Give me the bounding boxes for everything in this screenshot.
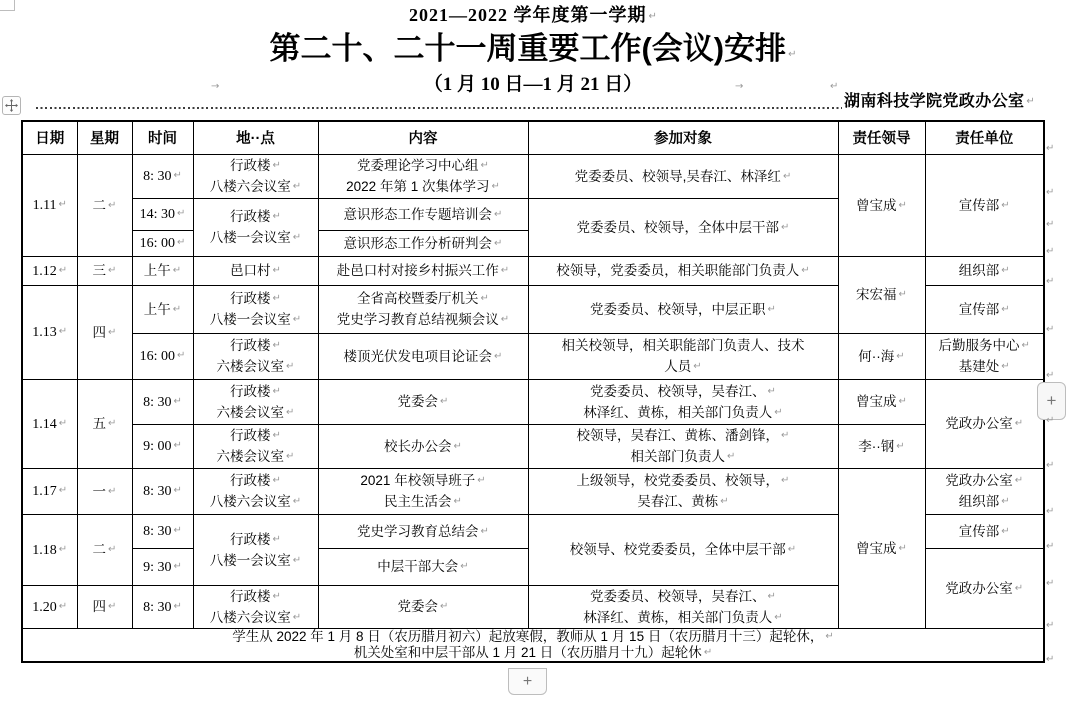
paragraph-mark-icon: ↵ [500, 265, 510, 276]
paragraph-mark-icon: ↵ [1014, 418, 1024, 429]
paragraph-mark-icon: ↵ [1046, 578, 1055, 589]
paragraph-mark-icon: ↵ [1046, 370, 1055, 381]
cell-text-line: 上午 [143, 301, 171, 317]
cell-text-line: 8: 30 [143, 394, 172, 410]
page-title-text: 第二十、二十一周重要工作(会议)安排 [269, 31, 787, 66]
paragraph-mark-icon: ↵ [781, 430, 790, 441]
paragraph-mark-icon: ↵ [453, 440, 462, 452]
paragraph-mark-icon: ↵ [173, 525, 182, 536]
cell-text-line: 三 [92, 263, 107, 278]
cell-text-line: 林泽红、黄栋，相关部门负责人 [583, 609, 773, 625]
paragraph-mark-icon: ↵ [108, 485, 117, 497]
paragraph-mark-icon: ↵ [108, 265, 117, 276]
paragraph-mark-icon: ↵ [781, 475, 790, 486]
cell-text-line: 八楼六会议室 [209, 494, 291, 509]
cell-unit [925, 468, 1044, 514]
cell-text-line: 组织部 [958, 263, 1000, 278]
cell-leader [838, 333, 925, 379]
cell-unit [925, 256, 1044, 285]
paragraph-mark-icon: ↵ [774, 406, 783, 418]
cell-text-line: 党政办公室 [945, 580, 1013, 596]
cell-text-line: 校领导，党委委员，相关职能部门负责人 [556, 263, 800, 278]
cell-text-line: 校长办公会 [384, 438, 452, 454]
cell-text-line: 党委委员、校领导，吴春江、 [590, 588, 766, 604]
paragraph-mark-icon: ↵ [453, 496, 462, 507]
cell-time [132, 230, 193, 256]
cell-content [318, 333, 528, 379]
paragraph-mark-icon: ↵ [460, 561, 469, 572]
paragraph-mark-icon: ↵ [58, 199, 67, 210]
cell-weekday [77, 514, 132, 585]
cell-text-line: 楼顶光伏发电项目论证会 [343, 348, 493, 364]
paragraph-mark-icon: ↵ [440, 396, 449, 407]
cell-text-line: 8: 30 [143, 524, 172, 539]
footer-note-line: 学生从 2022 年 1 月 8 日（农历腊月初六）起放寒假，教师从 1 月 15 日（农历腊月十三）起轮休， [232, 628, 824, 644]
cell-place [193, 154, 318, 198]
footer-note-line: 机关处室和中层干部从 1 月 21 日（农历腊月十九）起轮休 [353, 644, 702, 660]
schedule-table [21, 120, 1045, 663]
paragraph-mark-icon: ↵ [1046, 187, 1055, 198]
paragraph-mark-icon: ↵ [272, 533, 281, 545]
cell-text-line: 八楼一会议室 [209, 312, 291, 327]
cell-unit [925, 548, 1044, 628]
cell-date [22, 256, 77, 285]
cell-leader [838, 468, 925, 628]
cell-place [193, 285, 318, 333]
cell-time [132, 154, 193, 198]
cell-text-line: 1.13 [32, 325, 57, 340]
cell-text-line: 意识形态工作分析研判会 [343, 235, 493, 251]
paragraph-mark-icon: ↵ [177, 208, 186, 219]
paragraph-mark-icon: ↵ [801, 265, 810, 276]
paragraph-mark-icon: ↵ [480, 293, 489, 304]
cell-text-line: 行政楼 [230, 338, 271, 353]
paragraph-mark-icon: ↵ [774, 611, 783, 623]
cell-text-line: 八楼六会议室 [209, 179, 291, 194]
paragraph-mark-icon: ↵ [272, 340, 281, 351]
cell-leader [838, 154, 925, 256]
paragraph-mark-icon: ↵ [898, 542, 907, 554]
cell-text-line: 1.18 [32, 542, 57, 558]
column-header-weekday: 星期 [77, 121, 132, 154]
paragraph-mark-icon: ↵ [898, 396, 907, 407]
cell-text-line: 曾宝成 [856, 540, 897, 556]
cell-text-line: 1.11 [32, 198, 57, 213]
paragraph-mark-icon: ↵ [173, 395, 182, 407]
cell-time [132, 198, 193, 230]
paragraph-mark-icon: ↵ [767, 303, 776, 315]
paragraph-mark-icon: ↵ [782, 170, 792, 182]
paragraph-mark-icon: ↵ [286, 451, 295, 462]
cell-text-line: 宣传部 [958, 197, 1000, 213]
cell-text-line: 六楼会议室 [216, 404, 285, 420]
cell-text-line: 16: 00 [139, 236, 175, 251]
paragraph-mark-icon: ↵ [58, 326, 68, 337]
table-add-column-button[interactable]: + [1037, 382, 1066, 420]
cell-text-line: 党委会 [397, 599, 439, 614]
paragraph-mark-icon: ↵ [494, 350, 503, 362]
cell-footer-note [22, 628, 1044, 662]
paragraph-mark-icon: ↵ [1026, 96, 1035, 107]
cell-text-line: 校领导、校党委委员，全体中层干部 [569, 542, 786, 557]
cell-weekday [77, 379, 132, 468]
cell-text-line: 全省高校暨委厅机关 [357, 291, 479, 306]
cell-text-line: 宋宏福 [856, 287, 897, 302]
cell-text-line: 宣传部 [958, 301, 1000, 317]
cell-time [132, 585, 193, 628]
paragraph-mark-icon: ↵ [292, 554, 302, 566]
paragraph-mark-icon: ↵ [58, 600, 68, 612]
paragraph-mark-icon: ↵ [272, 293, 281, 304]
paragraph-mark-icon: ↵ [1046, 541, 1055, 552]
cell-date [22, 514, 77, 585]
cell-text-line: 1.14 [32, 416, 57, 432]
cell-text-line: 党政办公室 [945, 416, 1013, 431]
cell-text-line: 上午 [143, 263, 171, 278]
cell-text-line: 9: 00 [143, 439, 172, 454]
paragraph-mark-icon: ↵ [494, 237, 503, 249]
paragraph-mark-icon: ↵ [1046, 506, 1055, 517]
cell-text-line: 二 [92, 197, 107, 213]
cell-participants [528, 285, 838, 333]
cell-content [318, 256, 528, 285]
cell-text-line: 8: 30 [143, 169, 172, 184]
cell-place [193, 256, 318, 285]
paragraph-mark-icon: ↵ [896, 440, 905, 452]
cell-text-line: 六楼会议室 [216, 449, 285, 464]
cell-text-line: 14: 30 [139, 207, 175, 222]
paragraph-mark-icon: ↵ [173, 560, 182, 572]
cell-text-line: 李··钢 [858, 438, 895, 454]
paragraph-mark-icon: ↵ [272, 475, 281, 486]
paragraph-mark-icon: ↵ [108, 326, 117, 338]
cell-content [318, 230, 528, 256]
paragraph-mark-icon: ↵ [480, 160, 489, 171]
cell-content [318, 198, 528, 230]
cell-text-line: 8: 30 [143, 484, 172, 499]
cell-text-line: 行政楼 [230, 158, 271, 173]
cell-time [132, 468, 193, 514]
paragraph-mark-icon: ↵ [720, 496, 729, 507]
paragraph-mark-icon: ↵ [787, 544, 797, 555]
cell-text-line: 16: 00 [139, 349, 175, 364]
cell-text-line: 1.20 [32, 599, 57, 615]
paragraph-mark-icon: ↵ [272, 590, 281, 602]
cell-text-line: 四 [92, 599, 107, 614]
cell-text-line: 吴春江、黄栋 [637, 494, 719, 509]
cell-text-line: 党委委员、校领导，中层正职 [590, 301, 766, 317]
cell-participants [528, 198, 838, 256]
cell-text-line: 党委理论学习中心组 [357, 158, 479, 173]
paragraph-mark-icon: ↵ [272, 265, 281, 276]
cell-time [132, 424, 193, 468]
paragraph-mark-icon: ↵ [272, 211, 281, 222]
cell-text-line: 党委委员、校领导,吴春江、林泽红 [574, 168, 781, 184]
cell-text-line: 校领导，吴春江、黄栋、潘剑锋， [576, 428, 780, 443]
paragraph-mark-icon: ↵ [172, 303, 182, 315]
cell-text-line: 相关校领导，相关职能部门负责人、技术 [561, 338, 805, 353]
cell-participants [528, 333, 838, 379]
cell-content [318, 548, 528, 585]
cell-weekday [77, 256, 132, 285]
cell-text-line: 党史学习教育总结视频会议 [336, 312, 499, 327]
paragraph-mark-icon: ↵ [1014, 582, 1024, 594]
paragraph-mark-icon: ↵ [1001, 265, 1010, 276]
paragraph-mark-icon: ↵ [58, 543, 68, 555]
paragraph-mark-icon: ↵ [898, 199, 907, 211]
cell-unit [925, 154, 1044, 256]
table-add-row-button[interactable]: + [508, 668, 547, 695]
cell-text-line: 行政楼 [230, 291, 271, 306]
paragraph-mark-icon: ↵ [480, 525, 489, 537]
paragraph-mark-icon: ↵ [727, 451, 736, 462]
paragraph-mark-icon: ↵ [1046, 143, 1055, 154]
column-header-leader: 责任领导 [838, 121, 925, 154]
cell-date [22, 468, 77, 514]
cell-participants [528, 585, 838, 628]
cell-unit [925, 285, 1044, 333]
paragraph-mark-icon: ↵ [500, 314, 510, 325]
cell-weekday [77, 468, 132, 514]
cell-date [22, 585, 77, 628]
paragraph-mark-icon: ↵ [108, 418, 117, 429]
cell-text-line: 2021 年校领导班子 [360, 473, 476, 488]
cell-text-line: 行政楼 [230, 588, 271, 604]
cell-time [132, 548, 193, 585]
paragraph-mark-icon: ↵ [173, 170, 182, 181]
paragraph-mark-icon: ↵ [1001, 361, 1010, 372]
cell-participants [528, 468, 838, 514]
paragraph-mark-icon: ↵ [1014, 475, 1024, 486]
cell-place [193, 379, 318, 424]
paragraph-mark-icon: ↵ [173, 440, 182, 451]
cell-content [318, 514, 528, 548]
cell-text-line: 民主生活会 [384, 494, 452, 509]
cell-date [22, 285, 77, 379]
paragraph-mark-icon: ↵ [177, 350, 186, 361]
paragraph-mark-icon: ↵ [1046, 324, 1055, 335]
cell-text-line: 二 [92, 542, 107, 557]
cell-participants [528, 379, 838, 424]
cell-unit [925, 379, 1044, 468]
cell-participants [528, 154, 838, 198]
cell-unit [925, 333, 1044, 379]
cell-time [132, 256, 193, 285]
paragraph-mark-icon: ↵ [825, 630, 834, 642]
paragraph-mark-icon: ↵ [172, 265, 182, 276]
paragraph-mark-icon: ↵ [898, 289, 907, 300]
cell-text-line: 党史学习教育总结会 [357, 523, 479, 539]
cell-text-line: 1.12 [32, 263, 57, 279]
paragraph-mark-icon: ↵ [1046, 620, 1055, 631]
semester-title-text: 2021—2022 学年度第一学期 [409, 5, 647, 25]
cell-text-line: 赴邑口村对接乡村振兴工作 [336, 263, 499, 278]
cell-date [22, 154, 77, 256]
paragraph-mark-icon: ↵ [272, 430, 281, 441]
cell-text-line: 党委会 [397, 394, 439, 409]
cell-place [193, 514, 318, 585]
cell-text-line: 宣传部 [958, 523, 1000, 539]
paragraph-mark-icon: ↵ [173, 485, 182, 496]
column-header-participants: 参加对象 [528, 121, 838, 154]
paragraph-mark-icon: ↵ [1046, 654, 1055, 665]
paragraph-mark-icon: ↵ [1001, 496, 1010, 507]
cell-text-line: 邑口村 [230, 263, 271, 278]
cell-text-line: 五 [92, 416, 107, 431]
paragraph-mark-icon: ↵ [781, 221, 790, 233]
paragraph-mark-icon: ↵ [292, 232, 302, 243]
paragraph-mark-icon: ↵ [491, 181, 500, 192]
cell-text-line: 2022 年第 1 次集体学习 [346, 179, 490, 194]
column-header-date: 日期 [22, 121, 77, 154]
paragraph-mark-icon: ↵ [788, 49, 797, 60]
page-title [0, 29, 1066, 75]
cell-text-line: 1.17 [32, 484, 57, 499]
cell-text-line: 行政楼 [230, 473, 271, 488]
cell-text-line: 党委委员、校领导，吴春江、 [590, 383, 766, 399]
paragraph-mark-icon: ↵ [108, 544, 117, 555]
cell-text-line: 八楼一会议室 [209, 230, 291, 245]
paragraph-mark-icon: ↵ [286, 361, 295, 372]
cell-time [132, 285, 193, 333]
cell-text-line: 中层干部大会 [377, 559, 459, 574]
cell-text-line: 基建处 [958, 359, 1000, 374]
cell-text-line: 林泽红、黄栋，相关部门负责人 [583, 404, 773, 420]
cell-text-line: 行政楼 [230, 383, 271, 399]
cell-content [318, 285, 528, 333]
cell-time [132, 333, 193, 379]
cell-text-line: 组织部 [958, 494, 1000, 509]
cell-text-line: 人员 [664, 359, 692, 374]
paragraph-mark-icon: ↵ [477, 475, 486, 486]
office-label [844, 93, 1035, 111]
cell-content [318, 424, 528, 468]
cell-weekday [77, 285, 132, 379]
cell-text-line: 六楼会议室 [216, 359, 285, 374]
paragraph-mark-icon: ↵ [292, 496, 302, 507]
cell-text-line: 八楼六会议室 [209, 609, 291, 625]
cell-leader [838, 256, 925, 333]
cell-place [193, 468, 318, 514]
cell-time [132, 514, 193, 548]
paragraph-mark-icon: ↵ [108, 199, 117, 211]
paragraph-mark-icon: ↵ [1021, 340, 1030, 351]
move-cross-icon [5, 99, 18, 112]
paragraph-mark-icon: ↵ [1001, 525, 1010, 537]
cell-text-line: 行政楼 [230, 209, 271, 224]
cell-text-line: 党委委员、校领导，全体中层干部 [576, 219, 780, 235]
cell-text-line: 上级领导，校党委委员、校领导， [576, 473, 780, 488]
paragraph-mark-icon: ↵ [292, 314, 302, 325]
cell-weekday [77, 585, 132, 628]
tab-mark-icon: → [735, 81, 744, 92]
paragraph-mark-icon: ↵ [108, 601, 117, 612]
cell-content [318, 468, 528, 514]
cell-text-line: 9: 30 [143, 559, 172, 575]
paragraph-mark-icon: ↵ [292, 611, 302, 623]
paragraph-mark-icon: ↵ [440, 601, 449, 612]
cell-content [318, 154, 528, 198]
cell-text-line: 党政办公室 [945, 473, 1013, 488]
office-label-text: 湖南科技学院党政办公室 [844, 93, 1025, 110]
paragraph-mark-icon: ↵ [693, 361, 702, 372]
paragraph-mark-icon: ↵ [1046, 219, 1055, 230]
paragraph-mark-icon: ↵ [173, 600, 182, 612]
paragraph-mark-icon: ↵ [767, 385, 776, 397]
cell-text-line: 8: 30 [143, 599, 172, 615]
cell-time [132, 379, 193, 424]
semester-title [0, 4, 1066, 28]
cell-place [193, 333, 318, 379]
cell-place [193, 585, 318, 628]
paragraph-mark-icon: ↵ [272, 160, 281, 171]
paragraph-mark-icon: ↵ [177, 237, 186, 248]
paragraph-mark-icon: ↵ [1046, 415, 1055, 426]
paragraph-mark-icon: ↵ [767, 590, 776, 602]
cell-weekday [77, 154, 132, 256]
cell-content [318, 379, 528, 424]
cell-leader [838, 379, 925, 424]
cell-text-line: 相关部门负责人 [630, 449, 726, 464]
paragraph-mark-icon: ↵ [830, 81, 839, 92]
column-header-unit: 责任单位 [925, 121, 1044, 154]
cell-text-line: 意识形态工作专题培训会 [343, 206, 493, 222]
table-move-handle[interactable] [2, 96, 21, 115]
cell-text-line: 何··海 [858, 348, 895, 364]
paragraph-mark-icon: ↵ [272, 385, 281, 397]
cell-text-line: 后勤服务中心 [938, 338, 1020, 353]
paragraph-mark-icon: ↵ [896, 350, 905, 362]
cell-participants [528, 424, 838, 468]
paragraph-mark-icon: ↵ [58, 485, 68, 496]
cell-participants [528, 514, 838, 585]
cell-date [22, 379, 77, 468]
column-header-place: 地··点 [193, 121, 318, 154]
cell-unit [925, 514, 1044, 548]
dotted-leader-line [36, 107, 842, 109]
paragraph-mark-icon: ↵ [703, 646, 713, 658]
cell-content [318, 585, 528, 628]
cell-leader [838, 424, 925, 468]
cell-text-line: 曾宝成 [856, 394, 897, 409]
paragraph-mark-icon: ↵ [1001, 303, 1010, 315]
paragraph-mark-icon: ↵ [648, 11, 657, 22]
cell-text-line: 行政楼 [230, 428, 271, 443]
paragraph-mark-icon: ↵ [58, 264, 68, 276]
cell-text-line: 曾宝成 [856, 197, 897, 213]
date-range-text: （1 月 10 日—1 月 21 日） [423, 74, 643, 95]
cell-text-line: 四 [92, 324, 107, 340]
column-header-content: 内容 [318, 121, 528, 154]
tab-mark-icon: → [211, 81, 220, 92]
cell-text-line: 行政楼 [230, 531, 271, 547]
paragraph-mark-icon: ↵ [58, 417, 68, 429]
cell-place [193, 424, 318, 468]
cell-text-line: 一 [92, 483, 107, 499]
paragraph-mark-icon: ↵ [1001, 199, 1010, 211]
paragraph-mark-icon: ↵ [1046, 276, 1055, 287]
paragraph-mark-icon: ↵ [1046, 246, 1055, 257]
paragraph-mark-icon: ↵ [494, 208, 503, 220]
cell-text-line: 八楼一会议室 [209, 552, 291, 568]
paragraph-mark-icon: ↵ [292, 181, 302, 192]
paragraph-mark-icon: ↵ [286, 406, 295, 418]
cell-participants [528, 256, 838, 285]
cell-place [193, 198, 318, 256]
paragraph-mark-icon: ↵ [1046, 460, 1055, 471]
column-header-time: 时间 [132, 121, 193, 154]
